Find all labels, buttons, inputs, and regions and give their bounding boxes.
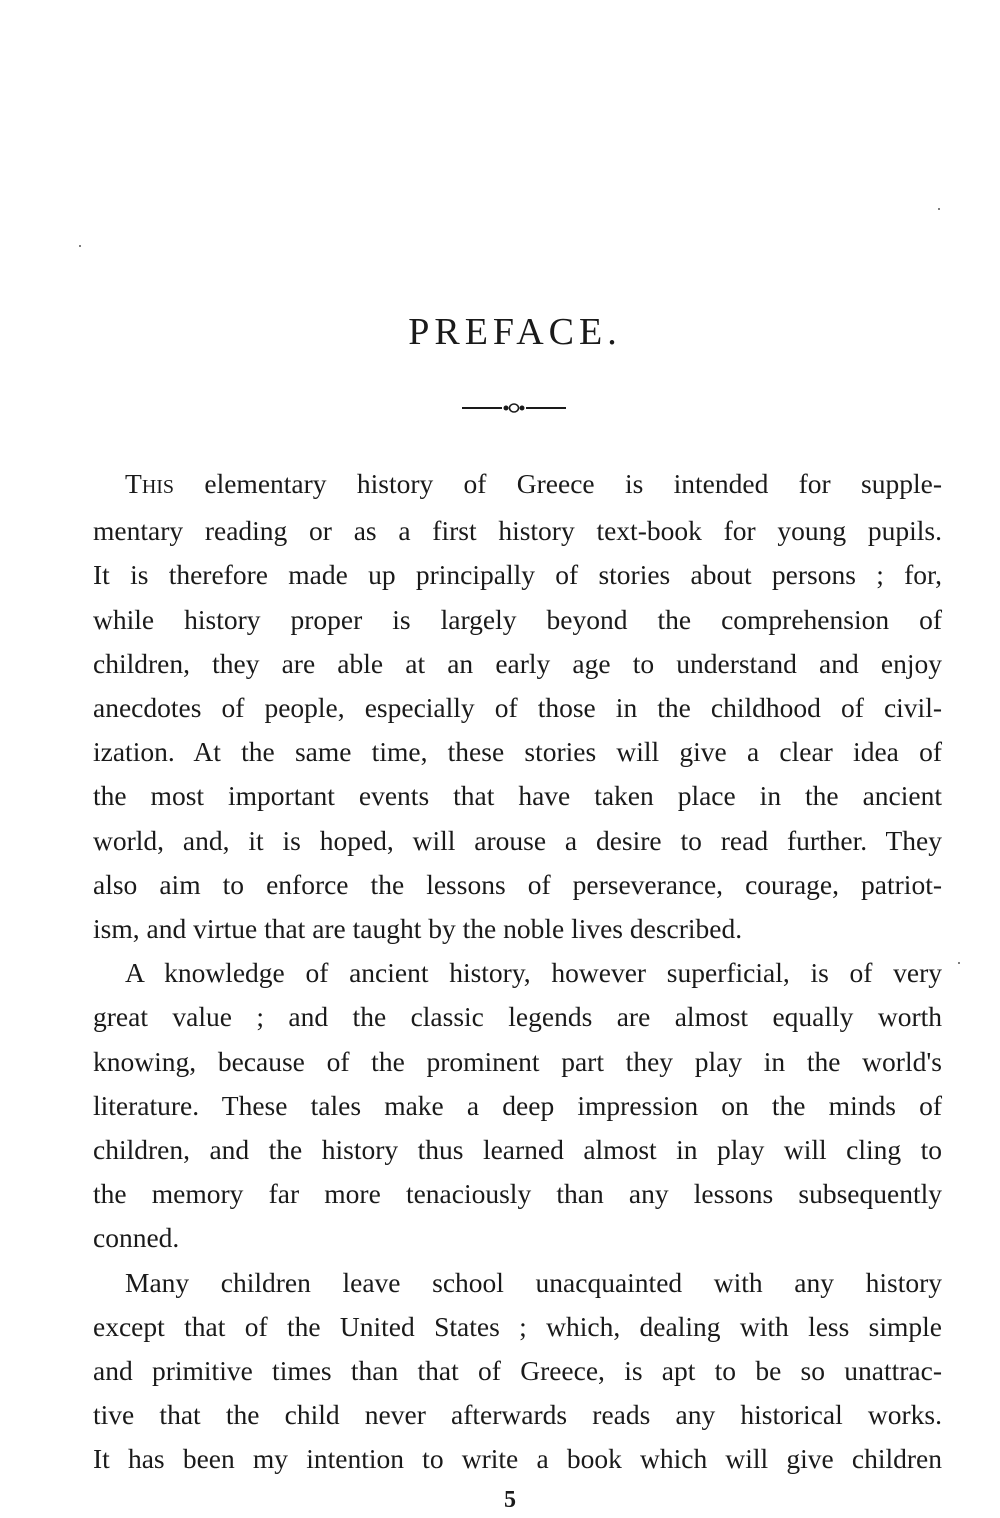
text-line: ism, and virtue that are taught by the noble lives described. [93, 913, 743, 945]
text-line: great value ; and the classic legends are almost equally worth [93, 1001, 942, 1033]
paper-speck [958, 962, 960, 964]
paragraph-1 [93, 462, 942, 951]
text-line: conned. [93, 1222, 180, 1254]
text-line: literature. These tales make a deep impression on the minds of [93, 1089, 942, 1121]
text-line: children, and the history thus learned almost in play will cling to [93, 1134, 942, 1166]
text-line [93, 462, 942, 509]
text-line: ization. At the same time, these stories will give a clear idea of [93, 736, 942, 768]
text-line-content: elementary history of Greece is intended for supple- [174, 468, 942, 499]
text-line: world, and, it is hoped, will arouse a desire to read further. They [93, 824, 942, 856]
small-caps-rest: HIS [141, 476, 175, 498]
text-line: the memory far more tenaciously than any lessons subsequently [93, 1178, 942, 1210]
text-line: the most important events that have taken place in the ancient [93, 780, 942, 812]
paragraph-2 [93, 951, 942, 1260]
small-caps-initial: T [125, 468, 142, 499]
page-title: PREFACE. [408, 311, 622, 353]
ornamental-rule-divider [462, 400, 566, 416]
text-line: except that of the United States ; which, dealing with less simple [93, 1310, 942, 1342]
text-line: anecdotes of people, especially of those in the childhood of civil- [93, 692, 942, 724]
paragraph-3 [93, 1261, 942, 1482]
page-number: 5 [504, 1487, 516, 1513]
text-line: while history proper is largely beyond the comprehension of [93, 603, 942, 635]
text-line: It is therefore made up principally of stories about persons ; for, [93, 559, 942, 591]
text-line: It has been my intention to write a book which will give children [93, 1443, 942, 1475]
text-line: also aim to enforce the lessons of perseverance, courage, patriot- [93, 868, 942, 900]
preface-body [93, 462, 942, 1482]
text-line: and primitive times than that of Greece, is apt to be so unattrac- [93, 1355, 942, 1387]
text-line: mentary reading or as a first history text-book for young pupils. [93, 515, 942, 547]
text-line: A knowledge of ancient history, however superficial, is of very [125, 957, 942, 989]
text-line: tive that the child never afterwards reads any historical works. [93, 1399, 942, 1431]
text-line: Many children leave school unacquainted with any history [125, 1266, 942, 1298]
text-line: children, they are able at an early age to understand and enjoy [93, 647, 942, 679]
paper-speck [79, 245, 81, 247]
paper-speck [938, 208, 940, 210]
text-line: knowing, because of the prominent part they play in the world's [93, 1045, 942, 1077]
